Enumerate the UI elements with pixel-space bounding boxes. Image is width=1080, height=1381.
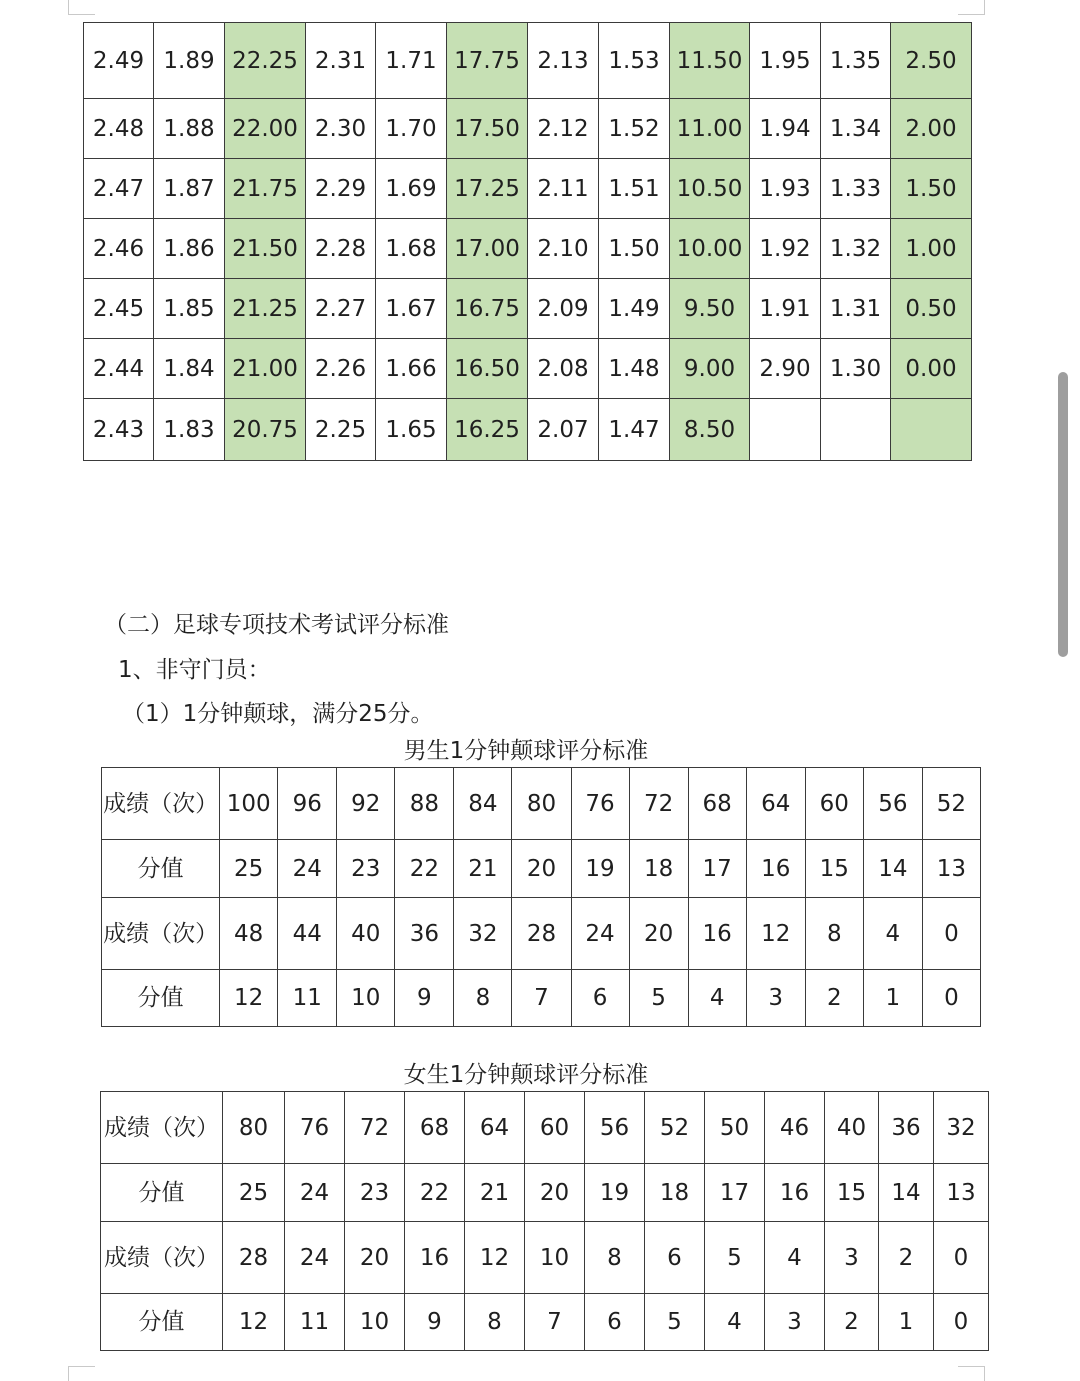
- table-cell: 1: [863, 970, 922, 1027]
- table-cell: 14: [879, 1164, 934, 1222]
- table-cell: 24: [571, 898, 629, 970]
- table-cell: 2.28: [306, 219, 376, 279]
- table-cell: 20: [345, 1222, 405, 1294]
- table-cell: 8: [585, 1222, 645, 1294]
- table-cell: 1.87: [154, 159, 225, 219]
- table-cell: 1.69: [376, 159, 447, 219]
- table-cell: 22.00: [225, 99, 306, 159]
- table-cell: 2: [879, 1222, 934, 1294]
- table-cell: 44: [278, 898, 337, 970]
- table-cell: 2.44: [84, 339, 154, 399]
- page-corner-mark: [68, 1366, 95, 1381]
- table-cell: 1.65: [376, 399, 447, 461]
- table-cell: 1.53: [599, 23, 670, 99]
- table-row: [84, 23, 972, 99]
- table-cell: 6: [571, 970, 629, 1027]
- table-row: [84, 159, 972, 219]
- table-row: [101, 1164, 989, 1222]
- table-cell: 4: [705, 1294, 765, 1351]
- table-cell: 22.25: [225, 23, 306, 99]
- table-cell: 2: [825, 1294, 879, 1351]
- table-cell: 100: [220, 768, 278, 840]
- table-cell: 2.29: [306, 159, 376, 219]
- table-cell: 60: [805, 768, 863, 840]
- page-corner-mark: [68, 0, 95, 15]
- table-cell: 4: [765, 1222, 825, 1294]
- table-cell: 8: [805, 898, 863, 970]
- table-cell: 2.49: [84, 23, 154, 99]
- table-cell: 10.00: [670, 219, 750, 279]
- table-cell: 52: [922, 768, 980, 840]
- table-cell: 12: [223, 1294, 285, 1351]
- table-cell: 3: [765, 1294, 825, 1351]
- row-label: 分值: [101, 1164, 223, 1222]
- table-cell: 17.50: [447, 99, 528, 159]
- table-cell: 13: [922, 840, 980, 898]
- table-cell: 24: [285, 1164, 345, 1222]
- table-cell: 7: [525, 1294, 585, 1351]
- table-cell: 21.25: [225, 279, 306, 339]
- table-cell: 1.95: [750, 23, 821, 99]
- score-table-continued: [83, 22, 972, 461]
- table-cell: 0: [922, 970, 980, 1027]
- table-cell: 16: [765, 1164, 825, 1222]
- table-cell: 56: [863, 768, 922, 840]
- table-cell: 96: [278, 768, 337, 840]
- table-cell: 2.27: [306, 279, 376, 339]
- table-cell: 2.13: [528, 23, 599, 99]
- table-cell: 80: [223, 1092, 285, 1164]
- female-table-caption: 女生1分钟颠球评分标准: [403, 1062, 649, 1088]
- table-cell: 2.12: [528, 99, 599, 159]
- table-cell: 10: [525, 1222, 585, 1294]
- table-cell: 11.00: [670, 99, 750, 159]
- female-juggling-table: [100, 1091, 989, 1351]
- table-cell: 16.25: [447, 399, 528, 461]
- table-cell: 9: [405, 1294, 465, 1351]
- table-cell: 1.91: [750, 279, 821, 339]
- table-cell: 68: [688, 768, 746, 840]
- table-cell: 20: [512, 840, 571, 898]
- table-cell: 40: [825, 1092, 879, 1164]
- table-cell: 24: [285, 1222, 345, 1294]
- table-cell: 1.52: [599, 99, 670, 159]
- table-cell: 17: [705, 1164, 765, 1222]
- table-cell: 16: [688, 898, 746, 970]
- table-cell: 11: [285, 1294, 345, 1351]
- table-cell: 40: [337, 898, 395, 970]
- table-cell: 1.85: [154, 279, 225, 339]
- table-cell: 9.50: [670, 279, 750, 339]
- table-cell: 2.11: [528, 159, 599, 219]
- table-cell: 21.50: [225, 219, 306, 279]
- table-cell: 6: [645, 1222, 705, 1294]
- table-row: [84, 399, 972, 461]
- table-cell: 4: [688, 970, 746, 1027]
- table-cell: 92: [337, 768, 395, 840]
- table-cell: 24: [278, 840, 337, 898]
- table-cell: 5: [705, 1222, 765, 1294]
- item-heading: （1）1分钟颠球，满分25分。: [122, 701, 434, 727]
- table-cell: 76: [285, 1092, 345, 1164]
- table-cell: 20: [525, 1164, 585, 1222]
- table-cell: 88: [395, 768, 454, 840]
- table-cell: 6: [585, 1294, 645, 1351]
- table-cell: 56: [585, 1092, 645, 1164]
- table-cell: 21: [454, 840, 512, 898]
- table-cell: 64: [746, 768, 805, 840]
- table-cell: 12: [220, 970, 278, 1027]
- table-cell: 2.08: [528, 339, 599, 399]
- table-row: [84, 339, 972, 399]
- table-cell: 80: [512, 768, 571, 840]
- table-cell: 1.89: [154, 23, 225, 99]
- table-cell: 0.50: [891, 279, 972, 339]
- table-cell: 11.50: [670, 23, 750, 99]
- table-cell: 2.09: [528, 279, 599, 339]
- table-cell: 1.93: [750, 159, 821, 219]
- table-cell: 0: [934, 1222, 989, 1294]
- table-cell: 1.83: [154, 399, 225, 461]
- table-cell: 1.00: [891, 219, 972, 279]
- table-cell: 16.50: [447, 339, 528, 399]
- table-cell: 2.48: [84, 99, 154, 159]
- table-cell: 76: [571, 768, 629, 840]
- table-cell: 21: [465, 1164, 525, 1222]
- row-label: 分值: [101, 1294, 223, 1351]
- table-cell: 7: [512, 970, 571, 1027]
- table-row: [102, 898, 981, 970]
- page-corner-mark: [958, 1366, 985, 1381]
- table-cell: 3: [825, 1222, 879, 1294]
- row-label: 成绩（次）: [102, 768, 220, 840]
- table-cell: 0: [922, 898, 980, 970]
- table-cell: 10: [337, 970, 395, 1027]
- table-cell: 18: [629, 840, 688, 898]
- table-cell: [750, 399, 821, 461]
- table-cell: 20: [629, 898, 688, 970]
- table-cell: 10: [345, 1294, 405, 1351]
- table-cell: 2.50: [891, 23, 972, 99]
- table-row: [84, 219, 972, 279]
- table-cell: [821, 399, 891, 461]
- table-cell: 1.32: [821, 219, 891, 279]
- table-cell: 10.50: [670, 159, 750, 219]
- table-cell: 14: [863, 840, 922, 898]
- table-cell: 1.66: [376, 339, 447, 399]
- table-cell: 2.90: [750, 339, 821, 399]
- table-cell: 0: [934, 1294, 989, 1351]
- table-cell: 1.92: [750, 219, 821, 279]
- table-cell: 1.86: [154, 219, 225, 279]
- row-label: 分值: [102, 840, 220, 898]
- table-cell: 2.43: [84, 399, 154, 461]
- table-cell: 12: [746, 898, 805, 970]
- table-cell: 28: [223, 1222, 285, 1294]
- row-label: 分值: [102, 970, 220, 1027]
- table-row: [101, 1092, 989, 1164]
- table-cell: 19: [585, 1164, 645, 1222]
- table-cell: 8: [465, 1294, 525, 1351]
- male-table-caption: 男生1分钟颠球评分标准: [403, 738, 649, 764]
- table-cell: 1.88: [154, 99, 225, 159]
- male-juggling-table: [101, 767, 981, 1027]
- table-cell: 15: [825, 1164, 879, 1222]
- table-row: [102, 970, 981, 1027]
- table-cell: 17.75: [447, 23, 528, 99]
- table-cell: 17: [688, 840, 746, 898]
- table-row: [84, 279, 972, 339]
- table-cell: 21.00: [225, 339, 306, 399]
- table-cell: 64: [465, 1092, 525, 1164]
- table-row: [102, 768, 981, 840]
- table-cell: 25: [220, 840, 278, 898]
- table-cell: 18: [645, 1164, 705, 1222]
- table-cell: 1.30: [821, 339, 891, 399]
- table-cell: 2.45: [84, 279, 154, 339]
- table-cell: 1.51: [599, 159, 670, 219]
- table-cell: 84: [454, 768, 512, 840]
- table-cell: 2.25: [306, 399, 376, 461]
- table-cell: 1.49: [599, 279, 670, 339]
- row-label: 成绩（次）: [101, 1222, 223, 1294]
- table-cell: 1.71: [376, 23, 447, 99]
- table-row: [84, 99, 972, 159]
- table-cell: 1.48: [599, 339, 670, 399]
- table-cell: 72: [629, 768, 688, 840]
- table-cell: 2.10: [528, 219, 599, 279]
- table-cell: 1.94: [750, 99, 821, 159]
- table-cell: 0.00: [891, 339, 972, 399]
- table-cell: 17.00: [447, 219, 528, 279]
- table-cell: 3: [746, 970, 805, 1027]
- table-cell: 16: [746, 840, 805, 898]
- table-row: [101, 1294, 989, 1351]
- table-cell: 1.84: [154, 339, 225, 399]
- table-cell: 1.33: [821, 159, 891, 219]
- table-cell: 23: [345, 1164, 405, 1222]
- table-cell: 19: [571, 840, 629, 898]
- table-cell: 25: [223, 1164, 285, 1222]
- table-cell: 2.47: [84, 159, 154, 219]
- table-cell: 2.00: [891, 99, 972, 159]
- table-cell: 4: [863, 898, 922, 970]
- table-cell: 72: [345, 1092, 405, 1164]
- row-label: 成绩（次）: [102, 898, 220, 970]
- table-cell: 1: [879, 1294, 934, 1351]
- table-cell: 16: [405, 1222, 465, 1294]
- table-cell: 23: [337, 840, 395, 898]
- table-cell: 13: [934, 1164, 989, 1222]
- table-cell: 5: [645, 1294, 705, 1351]
- table-cell: 2.30: [306, 99, 376, 159]
- table-cell: [891, 399, 972, 461]
- table-cell: 5: [629, 970, 688, 1027]
- table-row: [102, 840, 981, 898]
- table-cell: 16.75: [447, 279, 528, 339]
- table-cell: 2.31: [306, 23, 376, 99]
- vertical-scrollbar[interactable]: [1058, 372, 1068, 657]
- subsection-heading: 1、非守门员：: [118, 657, 271, 683]
- table-cell: 1.35: [821, 23, 891, 99]
- table-cell: 1.70: [376, 99, 447, 159]
- table-cell: 1.47: [599, 399, 670, 461]
- table-cell: 46: [765, 1092, 825, 1164]
- table-cell: 52: [645, 1092, 705, 1164]
- table-cell: 1.31: [821, 279, 891, 339]
- table-cell: 15: [805, 840, 863, 898]
- table-cell: 1.34: [821, 99, 891, 159]
- table-cell: 21.75: [225, 159, 306, 219]
- table-cell: 60: [525, 1092, 585, 1164]
- table-cell: 1.50: [599, 219, 670, 279]
- table-cell: 32: [454, 898, 512, 970]
- table-cell: 36: [879, 1092, 934, 1164]
- table-cell: 9: [395, 970, 454, 1027]
- table-cell: 32: [934, 1092, 989, 1164]
- table-cell: 48: [220, 898, 278, 970]
- table-cell: 17.25: [447, 159, 528, 219]
- table-cell: 8: [454, 970, 512, 1027]
- table-cell: 1.50: [891, 159, 972, 219]
- table-cell: 2.26: [306, 339, 376, 399]
- table-cell: 8.50: [670, 399, 750, 461]
- table-cell: 50: [705, 1092, 765, 1164]
- table-cell: 22: [395, 840, 454, 898]
- table-cell: 22: [405, 1164, 465, 1222]
- table-cell: 2: [805, 970, 863, 1027]
- row-label: 成绩（次）: [101, 1092, 223, 1164]
- table-cell: 1.67: [376, 279, 447, 339]
- table-cell: 2.07: [528, 399, 599, 461]
- table-cell: 11: [278, 970, 337, 1027]
- table-cell: 36: [395, 898, 454, 970]
- table-cell: 12: [465, 1222, 525, 1294]
- table-cell: 9.00: [670, 339, 750, 399]
- table-row: [101, 1222, 989, 1294]
- page-corner-mark: [958, 0, 985, 15]
- table-cell: 68: [405, 1092, 465, 1164]
- table-cell: 1.68: [376, 219, 447, 279]
- section-heading: （二）足球专项技术考试评分标准: [104, 612, 449, 638]
- table-cell: 20.75: [225, 399, 306, 461]
- table-cell: 28: [512, 898, 571, 970]
- table-cell: 2.46: [84, 219, 154, 279]
